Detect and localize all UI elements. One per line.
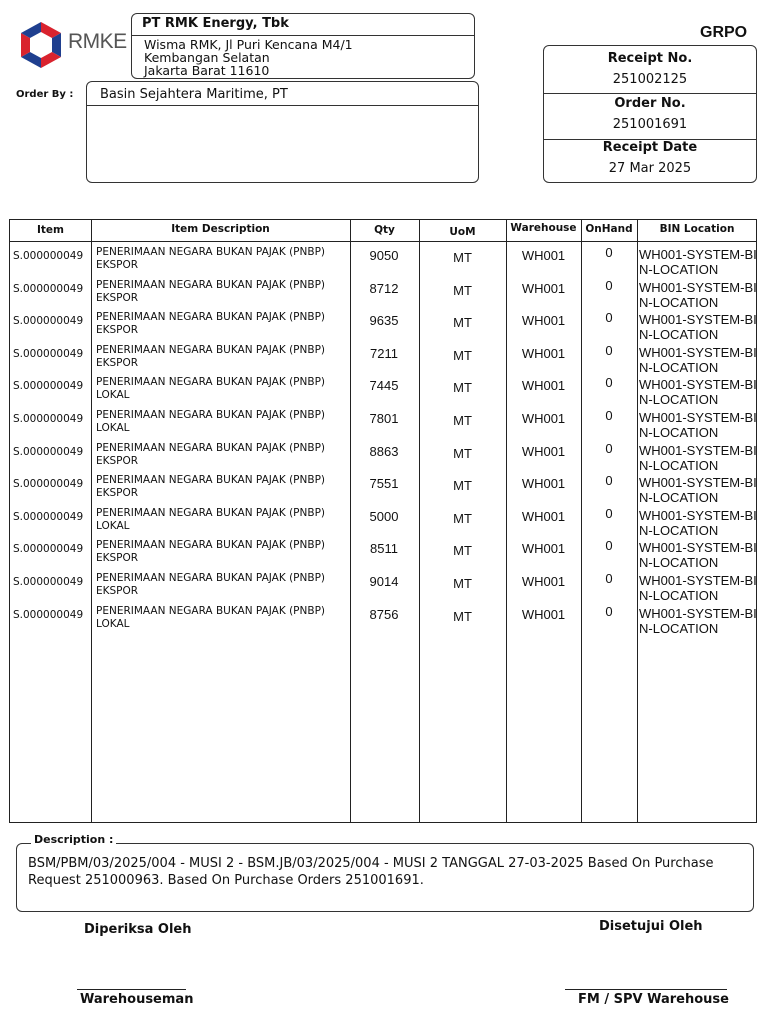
description-box bbox=[16, 843, 754, 912]
item-description-line: PENERIMAAN NEGARA BUKAN PAJAK (PNBP) bbox=[96, 311, 325, 324]
item-description-line: LOKAL bbox=[96, 389, 130, 402]
uom-cell: MT bbox=[453, 315, 472, 331]
item-code: S.000000049 bbox=[13, 576, 84, 588]
item-description-line: PENERIMAAN NEGARA BUKAN PAJAK (PNBP) bbox=[96, 278, 325, 291]
item-description-cell bbox=[96, 442, 346, 468]
item-description-line: PENERIMAAN NEGARA BUKAN PAJAK (PNBP) bbox=[96, 506, 325, 519]
item-code: S.000000049 bbox=[13, 347, 84, 360]
onhand-cell: 0 bbox=[605, 408, 613, 423]
receipt-date-value: 27 Mar 2025 bbox=[608, 161, 692, 176]
uom-cell: MT bbox=[453, 250, 472, 265]
item-description-cell bbox=[96, 311, 346, 337]
item-description-line: PENERIMAAN NEGARA BUKAN PAJAK (PNBP) bbox=[96, 441, 325, 454]
header-qty: Qty bbox=[374, 224, 395, 236]
warehouse-cell: WH001 bbox=[521, 476, 566, 492]
uom-cell: MT bbox=[453, 445, 472, 461]
item-code: S.000000049 bbox=[13, 315, 84, 328]
qty-cell: 7801 bbox=[369, 411, 399, 426]
qty-cell: 7551 bbox=[369, 476, 399, 492]
qty-cell: 8756 bbox=[369, 606, 399, 622]
item-code: S.000000049 bbox=[13, 413, 84, 425]
table-row bbox=[10, 470, 757, 506]
approved-by-label: Disetujui Oleh bbox=[599, 919, 703, 934]
qty-cell: 5000 bbox=[369, 508, 399, 524]
warehouse-cell: WH001 bbox=[521, 574, 566, 589]
bin-location-cell: WH001-SYSTEM-BIN-LOCATION bbox=[639, 573, 757, 603]
bin-location-cell: WH001-SYSTEM-BIN-LOCATION bbox=[639, 507, 757, 538]
company-name: PT RMK Energy, Tbk bbox=[142, 16, 289, 31]
receipt-date-label: Receipt Date bbox=[602, 140, 698, 155]
receipt-details-box bbox=[543, 45, 757, 183]
company-address-line: Kembangan Selatan bbox=[144, 50, 270, 65]
table-row bbox=[10, 307, 757, 343]
item-description-line: EKSPOR bbox=[96, 291, 139, 304]
onhand-cell: 0 bbox=[605, 603, 613, 619]
company-address-line: Wisma RMK, Jl Puri Kencana M4/1 bbox=[144, 37, 353, 52]
item-description-line: EKSPOR bbox=[96, 552, 139, 565]
company-info-box bbox=[131, 13, 475, 79]
onhand-cell: 0 bbox=[605, 571, 613, 586]
bin-location-cell: WH001-SYSTEM-BIN-LOCATION bbox=[639, 279, 757, 310]
onhand-cell: 0 bbox=[605, 473, 613, 489]
table-row bbox=[10, 438, 756, 471]
receipt-no-value: 251002125 bbox=[612, 72, 688, 87]
table-row bbox=[10, 275, 756, 308]
order-no-label: Order No. bbox=[614, 96, 686, 111]
onhand-cell: 0 bbox=[605, 277, 613, 293]
order-by-label: Order By : bbox=[16, 89, 74, 100]
bin-location-cell: WH001-SYSTEM-BIN-LOCATION bbox=[639, 442, 757, 473]
items-table bbox=[9, 219, 757, 823]
uom-cell: MT bbox=[453, 478, 472, 494]
item-description-line: PENERIMAAN NEGARA BUKAN PAJAK (PNBP) bbox=[96, 572, 325, 584]
table-row bbox=[10, 503, 756, 536]
rmke-logo-icon bbox=[16, 20, 66, 70]
onhand-cell: 0 bbox=[605, 440, 613, 456]
item-description-cell bbox=[96, 474, 346, 500]
order-no-value: 251001691 bbox=[612, 117, 688, 132]
warehouse-cell: WH001 bbox=[521, 508, 566, 524]
item-description-line: EKSPOR bbox=[96, 454, 139, 467]
company-address-line: Jakarta Barat 11610 bbox=[144, 63, 270, 78]
uom-cell: MT bbox=[453, 380, 472, 396]
bin-location-cell: WH001-SYSTEM-BIN-LOCATION bbox=[639, 247, 757, 277]
warehouse-cell: WH001 bbox=[521, 443, 566, 459]
onhand-cell: 0 bbox=[605, 342, 613, 358]
company-logo bbox=[16, 20, 126, 70]
qty-cell: 9635 bbox=[369, 313, 399, 329]
item-code: S.000000049 bbox=[13, 282, 84, 295]
table-row bbox=[10, 242, 756, 275]
item-description-cell bbox=[96, 507, 346, 533]
uom-cell: MT bbox=[453, 510, 472, 526]
item-description-line: PENERIMAAN NEGARA BUKAN PAJAK (PNBP) bbox=[96, 474, 325, 487]
item-description-cell bbox=[96, 246, 346, 272]
item-description-line: EKSPOR bbox=[96, 356, 139, 369]
order-by-box bbox=[86, 81, 479, 183]
item-code: S.000000049 bbox=[13, 445, 84, 458]
header-bin-location: BIN Location bbox=[659, 223, 735, 235]
fm-spv-warehouse-label: FM / SPV Warehouse bbox=[578, 992, 729, 1007]
item-code: S.000000049 bbox=[13, 510, 84, 523]
uom-cell: MT bbox=[453, 576, 472, 591]
item-description-line: LOKAL bbox=[96, 617, 130, 630]
item-code: S.000000049 bbox=[13, 478, 84, 491]
table-row bbox=[10, 601, 756, 634]
item-description-cell bbox=[96, 376, 346, 402]
document-type: GRPO bbox=[700, 24, 748, 41]
item-code: S.000000049 bbox=[13, 543, 84, 556]
qty-cell: 9050 bbox=[369, 248, 399, 263]
item-description-cell bbox=[96, 409, 346, 435]
item-description-line: LOKAL bbox=[96, 519, 130, 532]
qty-cell: 8511 bbox=[370, 541, 398, 557]
qty-cell: 7211 bbox=[370, 345, 398, 361]
item-description-line: PENERIMAAN NEGARA BUKAN PAJAK (PNBP) bbox=[96, 409, 325, 421]
bin-location-cell: WH001-SYSTEM-BIN-LOCATION bbox=[639, 475, 757, 506]
warehouse-cell: WH001 bbox=[521, 378, 566, 394]
item-description-cell bbox=[96, 279, 346, 305]
header-warehouse: Warehouse bbox=[510, 222, 577, 234]
item-description-line: PENERIMAAN NEGARA BUKAN PAJAK (PNBP) bbox=[96, 246, 325, 258]
logo-text: RMKE bbox=[68, 30, 127, 53]
qty-cell: 9014 bbox=[369, 574, 399, 589]
order-by-value: Basin Sejahtera Maritime, PT bbox=[100, 87, 288, 102]
onhand-cell: 0 bbox=[605, 310, 613, 326]
qty-cell: 8863 bbox=[369, 443, 399, 459]
receipt-no-label: Receipt No. bbox=[607, 51, 693, 66]
item-description-line: PENERIMAAN NEGARA BUKAN PAJAK (PNBP) bbox=[96, 343, 325, 356]
uom-cell: MT bbox=[453, 413, 472, 428]
onhand-cell: 0 bbox=[605, 375, 613, 391]
table-row bbox=[10, 405, 756, 438]
warehouse-cell: WH001 bbox=[521, 411, 566, 426]
uom-cell: MT bbox=[453, 347, 472, 363]
item-description-cell bbox=[96, 605, 346, 631]
item-description-line: EKSPOR bbox=[96, 259, 139, 271]
header-item: Item bbox=[37, 224, 64, 236]
warehouse-cell: WH001 bbox=[521, 280, 566, 296]
item-code: S.000000049 bbox=[13, 608, 84, 621]
item-description-line: PENERIMAAN NEGARA BUKAN PAJAK (PNBP) bbox=[96, 376, 325, 389]
item-code: S.000000049 bbox=[13, 380, 84, 393]
signature-line bbox=[77, 989, 186, 990]
signature-line bbox=[565, 989, 727, 990]
item-code: S.000000049 bbox=[13, 250, 84, 262]
bin-location-cell: WH001-SYSTEM-BIN-LOCATION bbox=[639, 605, 757, 636]
warehouse-cell: WH001 bbox=[521, 345, 566, 361]
qty-cell: 8712 bbox=[369, 280, 399, 296]
table-row bbox=[10, 340, 756, 373]
header-onhand: OnHand bbox=[585, 223, 633, 235]
bin-location-cell: WH001-SYSTEM-BIN-LOCATION bbox=[639, 410, 757, 440]
uom-cell: MT bbox=[453, 608, 472, 624]
onhand-cell: 0 bbox=[605, 505, 613, 521]
uom-cell: MT bbox=[453, 282, 472, 298]
item-description-line: EKSPOR bbox=[96, 324, 139, 337]
bin-location-cell: WH001-SYSTEM-BIN-LOCATION bbox=[639, 312, 757, 343]
bin-location-cell: WH001-SYSTEM-BIN-LOCATION bbox=[639, 344, 757, 375]
table-row bbox=[10, 372, 757, 408]
onhand-cell: 0 bbox=[605, 245, 613, 260]
description-text: BSM/PBM/03/2025/004 - MUSI 2 - BSM.JB/03/2025/004 - MUSI 2 TANGGAL 27-03-2025 Based On Purchase Request 251000963. Based On Purchase Orders 251001691. bbox=[28, 856, 714, 888]
item-description-cell bbox=[96, 572, 346, 598]
warehouse-cell: WH001 bbox=[521, 248, 566, 263]
item-description-line: PENERIMAAN NEGARA BUKAN PAJAK (PNBP) bbox=[96, 539, 325, 552]
warehouse-cell: WH001 bbox=[521, 606, 566, 622]
uom-cell: MT bbox=[453, 543, 472, 559]
warehouseman-label: Warehouseman bbox=[80, 992, 194, 1007]
item-description-cell bbox=[96, 344, 346, 370]
description-label: Description : bbox=[31, 833, 116, 846]
item-description-line: LOKAL bbox=[96, 422, 130, 434]
item-description-line: EKSPOR bbox=[96, 585, 139, 597]
warehouse-cell: WH001 bbox=[521, 541, 566, 557]
onhand-cell: 0 bbox=[605, 538, 613, 554]
item-description-line: PENERIMAAN NEGARA BUKAN PAJAK (PNBP) bbox=[96, 604, 325, 617]
checked-by-label: Diperiksa Oleh bbox=[84, 922, 192, 937]
item-description-line: EKSPOR bbox=[96, 487, 139, 500]
header-uom: UoM bbox=[449, 226, 476, 238]
item-description-cell bbox=[96, 539, 346, 565]
table-row bbox=[10, 568, 756, 601]
qty-cell: 7445 bbox=[369, 378, 399, 394]
bin-location-cell: WH001-SYSTEM-BIN-LOCATION bbox=[639, 377, 757, 408]
header-description: Item Description bbox=[171, 223, 270, 235]
bin-location-cell: WH001-SYSTEM-BIN-LOCATION bbox=[639, 540, 757, 571]
warehouse-cell: WH001 bbox=[521, 313, 566, 329]
table-row bbox=[10, 535, 757, 571]
